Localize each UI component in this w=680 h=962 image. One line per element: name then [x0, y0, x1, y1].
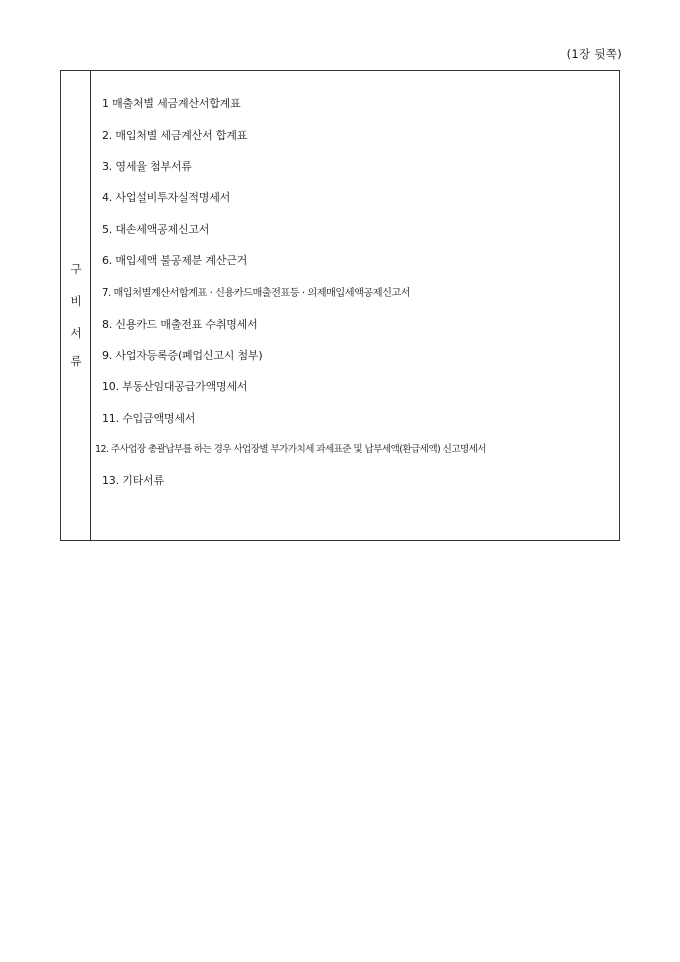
list-item: 5. 대손세액공제신고서 — [102, 223, 210, 236]
list-item: 8. 신용카드 매출전표 수취명세서 — [102, 318, 258, 331]
attachment-list — [92, 71, 619, 540]
attachment-table — [60, 70, 620, 541]
list-item: 11. 수입금액명세서 — [102, 412, 196, 425]
list-item: 1 매출처별 세금계산서합계표 — [102, 97, 241, 110]
list-item: 2. 매입처별 세금계산서 합계표 — [102, 129, 248, 142]
section-label-char: 서 — [70, 326, 82, 340]
list-item: 10. 부동산임대공급가액명세서 — [102, 380, 248, 393]
section-label-char: 류 — [70, 354, 82, 368]
list-item: 6. 매입세액 불공제분 계산근거 — [102, 254, 248, 267]
list-item: 13. 기타서류 — [102, 474, 164, 487]
section-label-column — [61, 71, 91, 540]
section-label-char: 구 — [70, 262, 82, 276]
list-item: 3. 영세율 첨부서류 — [102, 160, 192, 173]
page-note: (1장 뒷쪽) — [566, 47, 622, 61]
list-item: 9. 사업자등록증(폐업신고시 첨부) — [102, 349, 263, 362]
section-label-char: 비 — [70, 294, 82, 308]
list-item: 12. 주사업장 총괄납부를 하는 경우 사업장별 부가가치세 과세표준 및 납부세액(환급세액) 신고명세서 — [95, 444, 486, 455]
list-item: 7. 매입처별계산서합계표 · 신용카드매출전표등 · 의제매입세액공제신고서 — [102, 288, 411, 299]
list-item: 4. 사업설비투자실적명세서 — [102, 191, 231, 204]
